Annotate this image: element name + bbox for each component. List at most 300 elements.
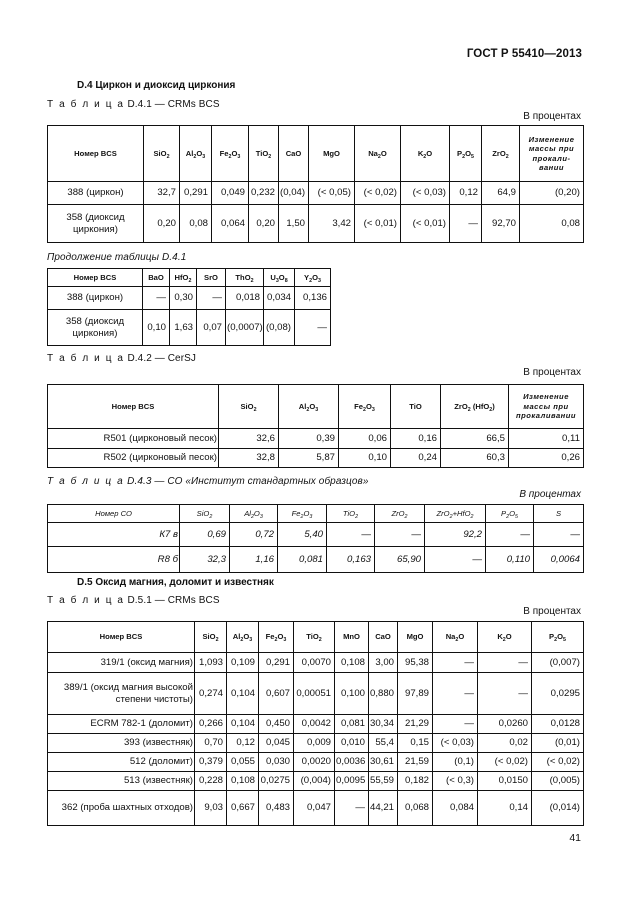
- header-subscript: 2: [554, 637, 558, 644]
- table-row: [48, 523, 584, 547]
- header-subscript: 2: [306, 406, 310, 413]
- value-cell: 55,4: [369, 734, 398, 753]
- value-cell: 0,20: [144, 205, 180, 243]
- value-cell: 0,667: [227, 791, 259, 826]
- column-header: [48, 269, 143, 287]
- header-subscript: 2: [274, 637, 278, 644]
- column-header: [295, 269, 331, 287]
- row-label-cell: ECRM 782-1 (доломит): [48, 715, 195, 734]
- header-subscript: 2: [363, 406, 366, 413]
- header-text: ZrO: [492, 148, 506, 158]
- header-text: SrO: [204, 272, 218, 282]
- value-cell: 0,26: [509, 449, 584, 468]
- table-row: [48, 182, 584, 205]
- header-text: O: [426, 148, 433, 158]
- caption-prefix: Т а б л и ц а: [47, 99, 125, 110]
- value-cell: 60,3: [441, 449, 509, 468]
- header-subscript: 2: [166, 153, 170, 160]
- value-cell: 21,29: [398, 715, 433, 734]
- table-caption-d51: [47, 595, 220, 606]
- value-cell: 0,084: [433, 791, 478, 826]
- column-header: [441, 385, 509, 429]
- column-header: [375, 505, 425, 523]
- value-cell: 0,0095: [335, 772, 369, 791]
- table-row: [48, 205, 584, 243]
- header-text: K: [497, 632, 503, 642]
- table-caption-d43: [47, 476, 368, 487]
- value-cell: 95,38: [398, 653, 433, 673]
- column-header: [309, 126, 355, 182]
- table-d43: [47, 504, 584, 573]
- value-cell: 0,081: [335, 715, 369, 734]
- header-text: K: [417, 148, 424, 158]
- column-header: [264, 269, 295, 287]
- header-subscript: 3: [318, 277, 321, 284]
- column-header: [355, 126, 401, 182]
- header-text: O: [303, 508, 310, 518]
- header-subscript: 2: [309, 277, 313, 284]
- value-cell: —: [433, 653, 478, 673]
- header-text: BaO: [148, 272, 164, 282]
- header-text: CaO: [375, 632, 391, 642]
- table-header-row: [48, 269, 331, 287]
- value-cell: 0,0150: [478, 772, 532, 791]
- value-cell: 9,03: [195, 791, 227, 826]
- table-row: [48, 734, 584, 753]
- value-cell: —: [534, 523, 584, 547]
- header-subscript: 2: [355, 513, 359, 520]
- value-cell: 0,049: [212, 182, 249, 205]
- header-text: Fe: [265, 632, 275, 642]
- value-cell: (0,01): [532, 734, 584, 753]
- header-text: SiO: [153, 148, 167, 158]
- value-cell: (0,007): [532, 653, 584, 673]
- value-cell: 0,182: [398, 772, 433, 791]
- header-text: TiO: [342, 508, 356, 518]
- table-d41-continuation: [47, 268, 331, 346]
- value-cell: 0,291: [259, 653, 294, 673]
- value-cell: (0,20): [520, 182, 584, 205]
- value-cell: 1,093: [195, 653, 227, 673]
- value-cell: 0,14: [478, 791, 532, 826]
- table-caption-d42: [47, 353, 196, 364]
- column-header: [219, 385, 279, 429]
- column-header: [520, 126, 584, 182]
- column-header: [144, 126, 180, 182]
- value-cell: 0,0260: [478, 715, 532, 734]
- table-d51: [47, 621, 584, 826]
- header-text: +HfO: [452, 508, 471, 518]
- header-subscript: 5: [563, 637, 566, 644]
- row-label-cell: R501 (цирконовый песок): [48, 429, 219, 449]
- row-label-cell: 512 (доломит): [48, 753, 195, 772]
- value-cell: 0,880: [369, 673, 398, 715]
- section-heading-d4: D.4 Циркон и диоксид циркония: [77, 80, 236, 91]
- value-cell: (< 0,02): [478, 753, 532, 772]
- value-cell: (0,08): [264, 310, 295, 346]
- row-label-cell: 358 (диоксид циркония): [48, 205, 144, 243]
- value-cell: (< 0,01): [355, 205, 401, 243]
- table-header-row: [48, 385, 584, 429]
- header-subscript: 2: [193, 153, 197, 160]
- column-header: [180, 126, 212, 182]
- header-subscript: 5: [515, 513, 518, 520]
- header-text: O: [312, 272, 318, 282]
- value-cell: 0,274: [195, 673, 227, 715]
- row-label-cell: 388 (циркон): [48, 182, 144, 205]
- value-cell: 21,59: [398, 753, 433, 772]
- value-cell: 0,10: [339, 449, 391, 468]
- value-cell: —: [295, 310, 331, 346]
- column-header: [143, 269, 170, 287]
- value-cell: 5,87: [279, 449, 339, 468]
- value-cell: 92,70: [482, 205, 520, 243]
- header-subscript: 2: [467, 406, 471, 413]
- header-subscript: 3: [315, 406, 319, 413]
- header-subscript: 3: [259, 513, 263, 520]
- value-cell: 0,379: [195, 753, 227, 772]
- column-header: [509, 385, 584, 429]
- header-text: O: [277, 632, 284, 642]
- table-header-row: [48, 622, 584, 653]
- header-text: P: [501, 508, 507, 518]
- value-cell: 0,24: [391, 449, 441, 468]
- column-header: [278, 505, 327, 523]
- value-cell: 0,16: [391, 429, 441, 449]
- row-label-cell: 358 (диоксид циркония): [48, 310, 143, 346]
- value-cell: 0,11: [509, 429, 584, 449]
- value-cell: 0,0128: [532, 715, 584, 734]
- header-subscript: 2: [404, 513, 408, 520]
- header-text: Номер BCS: [73, 272, 117, 282]
- header-subscript: 2: [470, 513, 474, 520]
- value-cell: 0,108: [227, 772, 259, 791]
- value-cell: 65,90: [375, 547, 425, 573]
- value-cell: 0,110: [486, 547, 534, 573]
- header-text: O: [196, 148, 203, 158]
- header-text: Y: [304, 272, 310, 282]
- header-subscript: 5: [471, 153, 474, 160]
- value-cell: 32,8: [219, 449, 279, 468]
- table-row: [48, 791, 584, 826]
- value-cell: 32,7: [144, 182, 180, 205]
- value-cell: 0,163: [327, 547, 375, 573]
- header-subscript: 2: [209, 513, 213, 520]
- caption-prefix: Т а б л и ц а: [47, 476, 125, 487]
- header-text: Al: [298, 401, 307, 411]
- header-text: ThO: [235, 272, 251, 282]
- value-cell: (0,014): [532, 791, 584, 826]
- header-subscript: 2: [462, 153, 466, 160]
- header-text: O: [509, 508, 515, 518]
- value-cell: —: [433, 673, 478, 715]
- header-subscript: 2: [228, 153, 232, 160]
- column-header: [48, 385, 219, 429]
- table-row: [48, 653, 584, 673]
- header-text: ): [492, 401, 495, 411]
- column-header: [249, 126, 279, 182]
- value-cell: 0,232: [249, 182, 279, 205]
- header-subscript: 2: [423, 153, 427, 160]
- header-text: O: [309, 401, 316, 411]
- table-caption-d41-cont: Продолжение таблицы D.4.1: [47, 252, 187, 263]
- column-header: [180, 505, 230, 523]
- value-cell: 0,266: [195, 715, 227, 734]
- table-d41: [47, 125, 584, 243]
- value-cell: 0,010: [335, 734, 369, 753]
- header-subscript: 3: [249, 637, 253, 644]
- header-text: Номер BCS: [111, 401, 155, 411]
- column-header: [482, 126, 520, 182]
- header-text: O: [380, 148, 387, 158]
- header-text: TiO: [409, 401, 422, 411]
- value-cell: 0,068: [398, 791, 433, 826]
- value-cell: 0,607: [259, 673, 294, 715]
- table-header-row: [48, 505, 584, 523]
- value-cell: 0,08: [180, 205, 212, 243]
- row-label-cell: R502 (цирконовый песок): [48, 449, 219, 468]
- column-header: [230, 505, 278, 523]
- table-row: [48, 753, 584, 772]
- header-subscript: 2: [188, 277, 192, 284]
- value-cell: 0,0042: [294, 715, 335, 734]
- value-cell: 0,047: [294, 791, 335, 826]
- caption-rest: D.4.1 — CRMs BCS: [124, 99, 220, 110]
- value-cell: 0,109: [227, 653, 259, 673]
- value-cell: (< 0,3): [433, 772, 478, 791]
- header-text: MgO: [406, 632, 424, 642]
- value-cell: 1,50: [279, 205, 309, 243]
- column-header: [335, 622, 369, 653]
- header-subscript: 3: [371, 406, 375, 413]
- value-cell: 0,15: [398, 734, 433, 753]
- value-cell: 0,045: [259, 734, 294, 753]
- header-text: TiO: [255, 148, 269, 158]
- value-cell: 1,16: [230, 547, 278, 573]
- unit-label-d42: В процентах: [523, 367, 581, 378]
- value-cell: 30,61: [369, 753, 398, 772]
- value-cell: 0,100: [335, 673, 369, 715]
- table-row: [48, 429, 584, 449]
- column-header: [48, 622, 195, 653]
- header-text: O: [505, 632, 512, 642]
- header-text: HfO: [174, 272, 189, 282]
- value-cell: 92,2: [425, 523, 486, 547]
- header-subscript: 2: [300, 513, 304, 520]
- value-cell: 0,69: [180, 523, 230, 547]
- value-cell: 30,34: [369, 715, 398, 734]
- header-subscript: 2: [250, 277, 254, 284]
- header-text: ZrO: [391, 508, 405, 518]
- value-cell: 3,42: [309, 205, 355, 243]
- value-cell: 0,009: [294, 734, 335, 753]
- value-cell: 0,483: [259, 791, 294, 826]
- section-heading-d5: D.5 Оксид магния, доломит и известняк: [77, 577, 274, 588]
- header-subscript: 2: [489, 406, 493, 413]
- value-cell: (0,0007): [226, 310, 264, 346]
- header-subscript: 2: [455, 637, 459, 644]
- value-cell: —: [335, 791, 369, 826]
- caption-prefix: Т а б л и ц а: [47, 353, 125, 364]
- value-cell: 0,018: [226, 287, 264, 310]
- header-subscript: 2: [506, 513, 510, 520]
- column-header: [294, 622, 335, 653]
- table-row: [48, 310, 331, 346]
- value-cell: 0,030: [259, 753, 294, 772]
- header-text: ZrO: [454, 401, 468, 411]
- row-label-cell: К7 в: [48, 523, 180, 547]
- column-header: [259, 622, 294, 653]
- caption-prefix: Т а б л и ц а: [47, 595, 125, 606]
- value-cell: 0,12: [450, 182, 482, 205]
- column-header: [279, 126, 309, 182]
- header-subscript: 3: [202, 153, 206, 160]
- value-cell: 0,064: [212, 205, 249, 243]
- value-cell: 0,108: [335, 653, 369, 673]
- header-text: Fe: [354, 401, 363, 411]
- value-cell: 0,08: [520, 205, 584, 243]
- header-text: SiO: [196, 508, 210, 518]
- header-subscript: 2: [240, 637, 244, 644]
- value-cell: 32,3: [180, 547, 230, 573]
- header-text: S: [555, 508, 562, 518]
- row-label-cell: 393 (известняк): [48, 734, 195, 753]
- value-cell: —: [433, 715, 478, 734]
- value-cell: (< 0,01): [401, 205, 450, 243]
- header-subscript: 8: [284, 277, 288, 284]
- column-header: [433, 622, 478, 653]
- header-subscript: 2: [318, 637, 322, 644]
- value-cell: 0,30: [170, 287, 197, 310]
- column-header: [279, 385, 339, 429]
- column-header: [212, 126, 249, 182]
- value-cell: 0,72: [230, 523, 278, 547]
- value-cell: 0,10: [143, 310, 170, 346]
- header-subscript: 2: [250, 513, 254, 520]
- column-header: [425, 505, 486, 523]
- value-cell: (< 0,03): [401, 182, 450, 205]
- row-label-cell: 513 (известняк): [48, 772, 195, 791]
- header-text: U: [270, 272, 276, 282]
- header-text: O: [465, 148, 471, 158]
- table-row: [48, 547, 584, 573]
- value-cell: 0,104: [227, 673, 259, 715]
- value-cell: 55,59: [369, 772, 398, 791]
- caption-rest: D.5.1 — CRMs BCS: [124, 595, 220, 606]
- row-label-cell: R8 б: [48, 547, 180, 573]
- row-label-cell: 389/1 (оксид магния высокой степени чистоты): [48, 673, 195, 715]
- header-text: CaO: [285, 148, 302, 158]
- header-text: O: [231, 148, 238, 158]
- value-cell: —: [143, 287, 170, 310]
- table-row: [48, 673, 584, 715]
- column-header: [486, 505, 534, 523]
- value-cell: 32,6: [219, 429, 279, 449]
- value-cell: 0,00051: [294, 673, 335, 715]
- column-header: [391, 385, 441, 429]
- header-text: MgO: [323, 148, 340, 158]
- value-cell: 0,07: [197, 310, 226, 346]
- value-cell: 0,291: [180, 182, 212, 205]
- value-cell: 0,06: [339, 429, 391, 449]
- value-cell: —: [327, 523, 375, 547]
- column-header: [48, 126, 144, 182]
- table-d42: [47, 384, 584, 468]
- header-subscript: 3: [283, 637, 287, 644]
- header-text: (HfO: [470, 401, 490, 411]
- column-header: [450, 126, 482, 182]
- value-cell: 3,00: [369, 653, 398, 673]
- value-cell: (0,1): [433, 753, 478, 772]
- caption-rest: D.4.3 — СО «Институт стандартных образцов»: [124, 476, 369, 487]
- value-cell: (0,004): [294, 772, 335, 791]
- header-subscript: 3: [275, 277, 279, 284]
- value-cell: 0,0275: [259, 772, 294, 791]
- caption-rest: D.4.2 — CerSJ: [124, 353, 196, 364]
- value-cell: 0,136: [295, 287, 331, 310]
- value-cell: —: [450, 205, 482, 243]
- value-cell: 0,12: [227, 734, 259, 753]
- header-subscript: 3: [237, 153, 241, 160]
- column-header: [369, 622, 398, 653]
- column-header: [478, 622, 532, 653]
- header-text: O: [253, 508, 260, 518]
- header-text: Na: [445, 632, 456, 642]
- value-cell: 0,0064: [534, 547, 584, 573]
- header-text: TiO: [306, 632, 319, 642]
- value-cell: 0,0295: [532, 673, 584, 715]
- header-text: O: [278, 272, 285, 282]
- header-subscript: 2: [215, 637, 219, 644]
- column-header: [227, 622, 259, 653]
- column-header: [226, 269, 264, 287]
- value-cell: 0,02: [478, 734, 532, 753]
- header-subscript: 2: [449, 513, 453, 520]
- value-cell: 5,40: [278, 523, 327, 547]
- header-text: Al: [232, 632, 241, 642]
- document-header: ГОСТ Р 55410—2013: [466, 48, 582, 60]
- column-header: [401, 126, 450, 182]
- header-text: O: [557, 632, 563, 642]
- value-cell: (0,04): [279, 182, 309, 205]
- header-text: Номер BCS: [74, 148, 117, 158]
- value-cell: 0,228: [195, 772, 227, 791]
- value-cell: 0,0036: [335, 753, 369, 772]
- page-number: 41: [569, 832, 581, 844]
- header-text: Al: [185, 148, 194, 158]
- value-cell: 97,89: [398, 673, 433, 715]
- table-row: [48, 772, 584, 791]
- value-cell: (< 0,05): [309, 182, 355, 205]
- header-text: Fe: [291, 508, 301, 518]
- value-cell: 0,39: [279, 429, 339, 449]
- value-cell: —: [197, 287, 226, 310]
- table-row: [48, 449, 584, 468]
- header-subscript: 2: [268, 153, 272, 160]
- value-cell: —: [375, 523, 425, 547]
- column-header: [170, 269, 197, 287]
- header-subscript: 3: [309, 513, 313, 520]
- header-text: P: [549, 632, 555, 642]
- table-caption-d41: [47, 99, 220, 110]
- value-cell: (0,005): [532, 772, 584, 791]
- header-text: SiO: [202, 632, 216, 642]
- row-label-cell: 362 (проба шахтных отходов): [48, 791, 195, 826]
- header-text: ZrO: [436, 508, 450, 518]
- value-cell: —: [478, 653, 532, 673]
- header-text: Номер BCS: [99, 632, 143, 642]
- header-text: O: [365, 401, 372, 411]
